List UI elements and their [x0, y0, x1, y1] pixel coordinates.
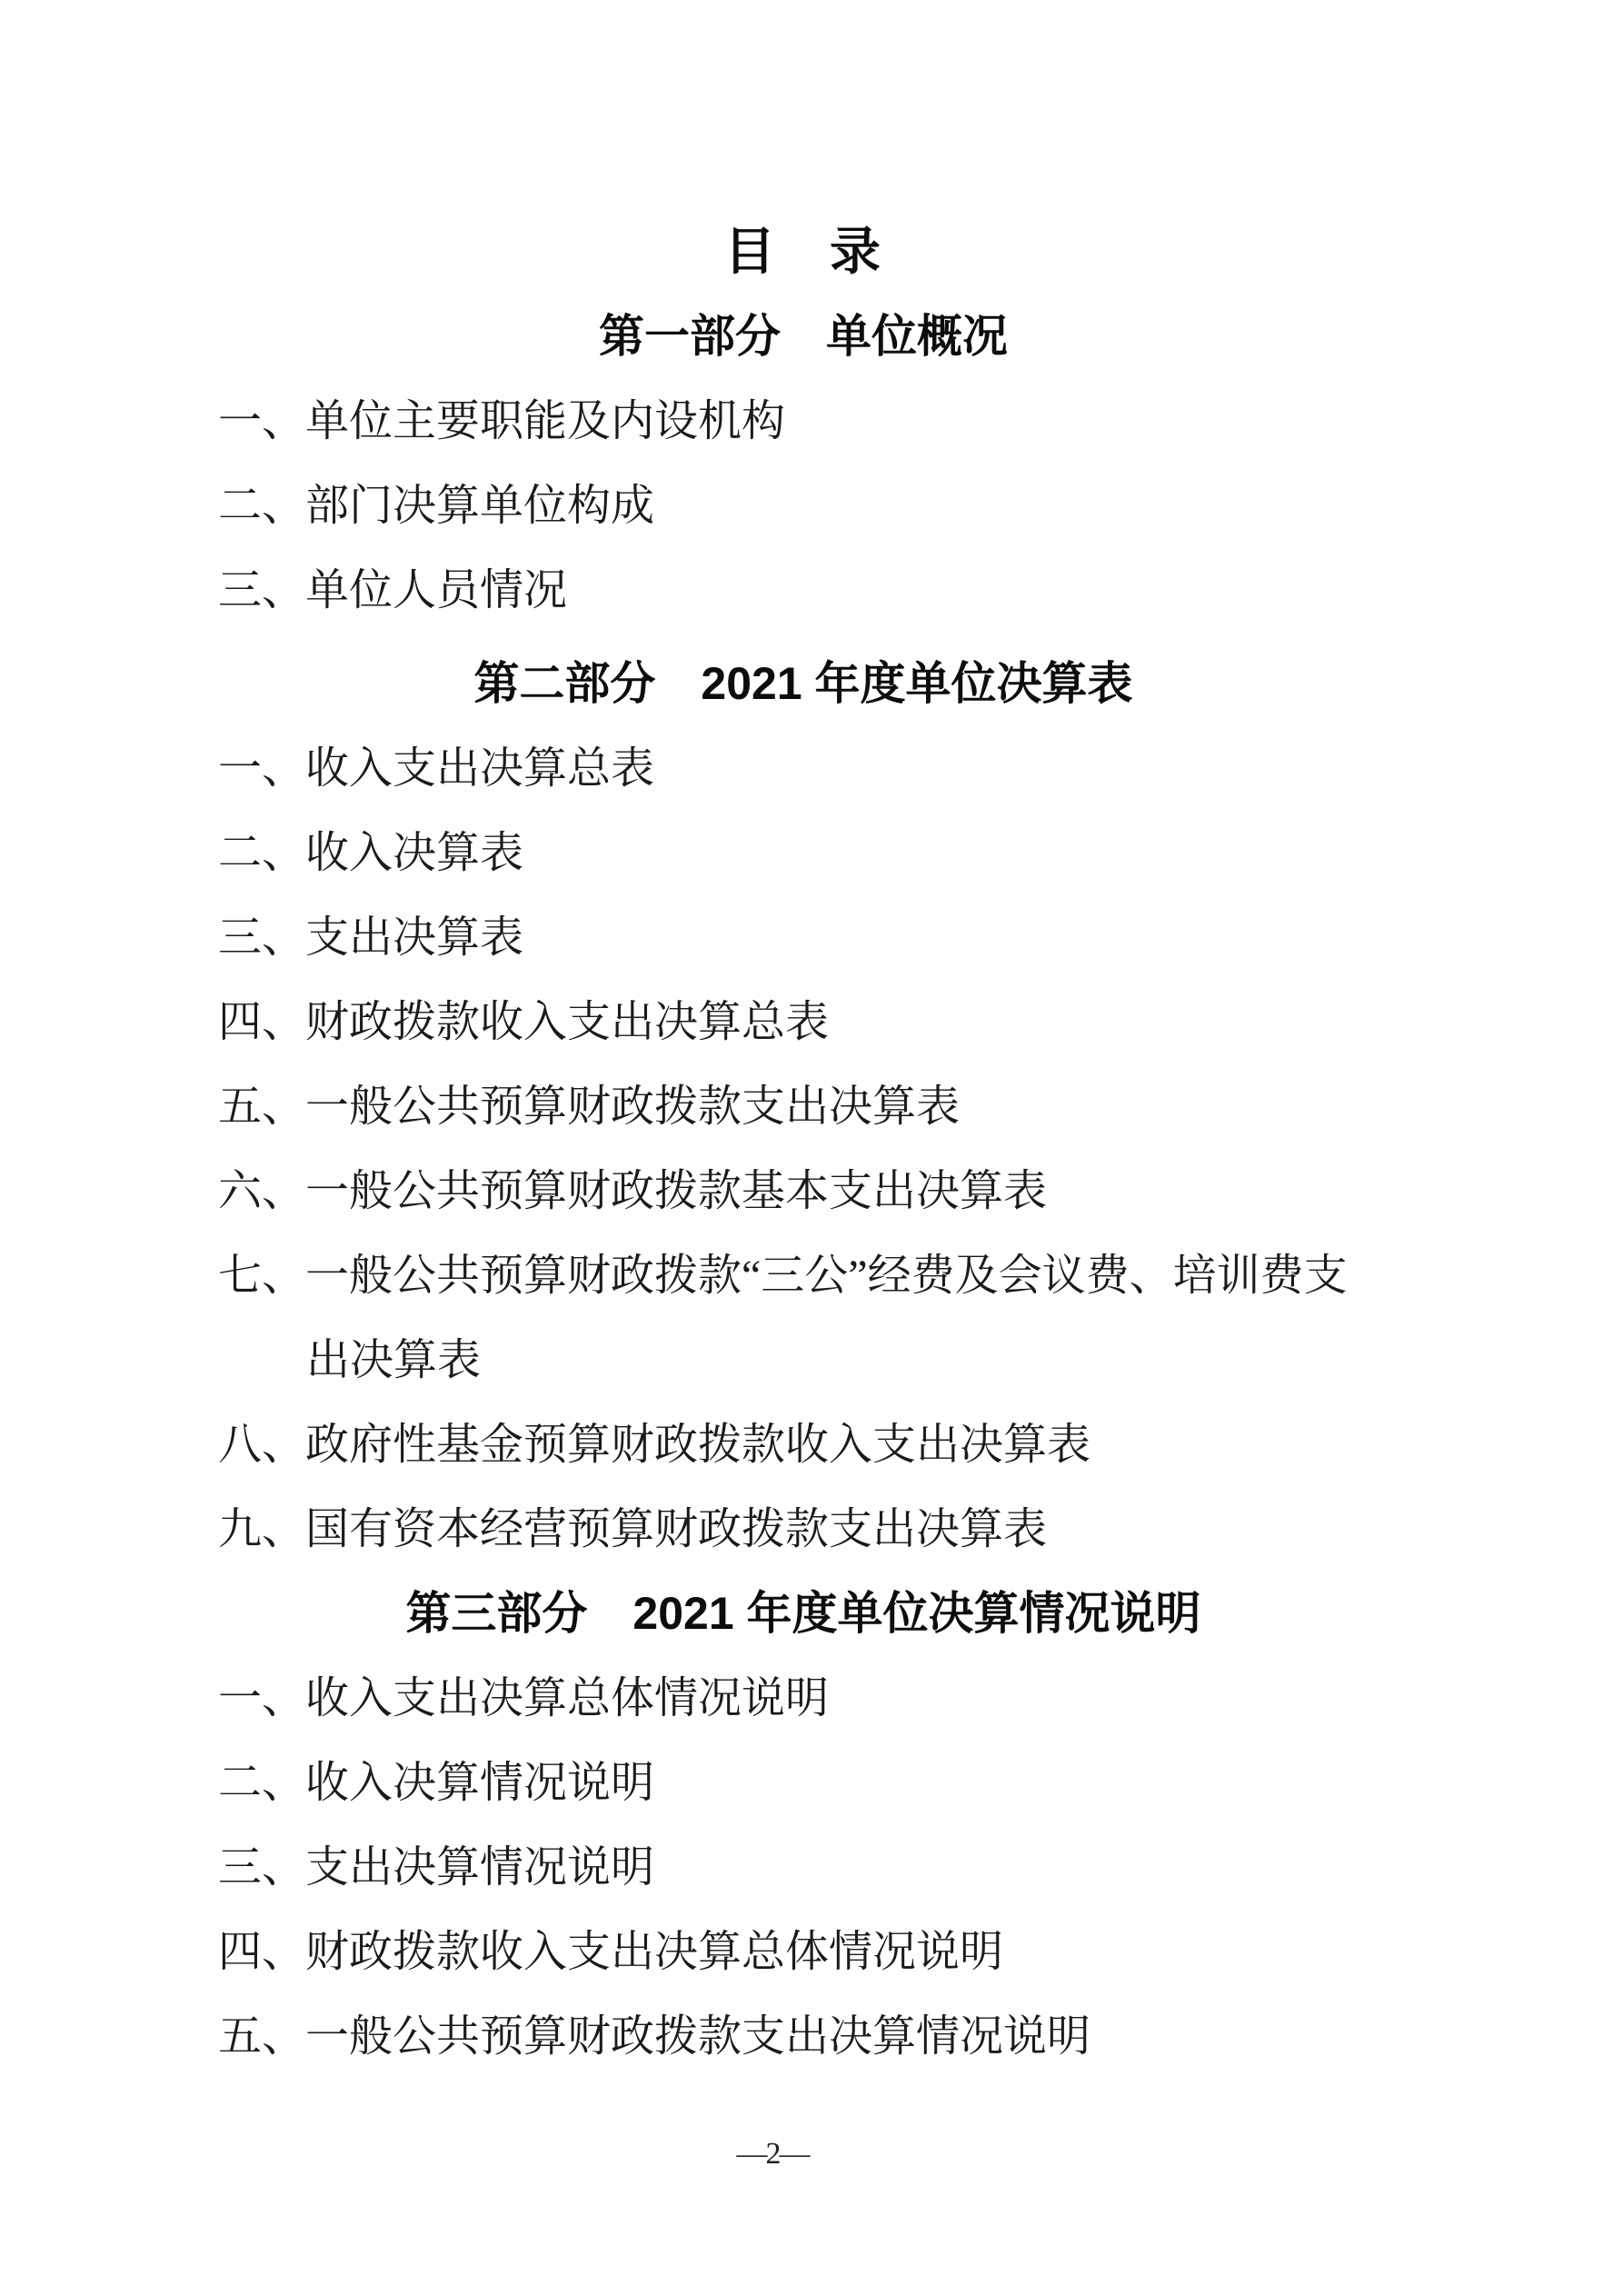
toc-item-continuation: 出决算表: [306, 1336, 482, 1384]
page-number: —2—: [736, 2137, 809, 2171]
toc-item: 六、一般公共预算财政拨款基本支出决算表: [218, 1167, 1048, 1215]
toc-item: 五、一般公共预算财政拨款支出决算表: [218, 1083, 961, 1131]
toc-item: 四、财政拨款收入支出决算总体情况说明: [218, 1928, 1004, 1976]
toc-item: 二、收入决算情况说明: [218, 1759, 655, 1807]
toc-item: 三、支出决算情况说明: [218, 1843, 655, 1892]
toc-item: 三、支出决算表: [218, 913, 524, 962]
toc-item: 八、政府性基金预算财政拨款收入支出决算表: [218, 1421, 1091, 1469]
toc-item: 九、国有资本经营预算财政拨款支出决算表: [218, 1505, 1048, 1553]
section-heading-part1: 第一部分 单位概况: [599, 310, 1008, 362]
toc-item: 七、一般公共预算财政拨款“三公”经费及会议费、培训费支: [218, 1252, 1348, 1300]
toc-item: 一、单位主要职能及内设机构: [218, 397, 786, 445]
toc-item: 五、一般公共预算财政拨款支出决算情况说明: [218, 2012, 1091, 2061]
toc-item: 三、单位人员情况: [218, 566, 568, 614]
section-heading-part2: 第二部分 2021 年度单位决算表: [473, 657, 1133, 709]
toc-item: 二、收入决算表: [218, 829, 524, 877]
toc-title: 目 录: [724, 222, 882, 280]
toc-item: 二、部门决算单位构成: [218, 482, 655, 530]
toc-item: 四、财政拨款收入支出决算总表: [218, 998, 830, 1046]
toc-content: [0, 205, 1607, 2074]
toc-item: 一、收入支出决算总体情况说明: [218, 1674, 830, 1722]
toc-item: 一、收入支出决算总表: [218, 744, 655, 793]
section-heading-part3: 第三部分 2021 年度单位决算情况说明: [405, 1587, 1201, 1639]
